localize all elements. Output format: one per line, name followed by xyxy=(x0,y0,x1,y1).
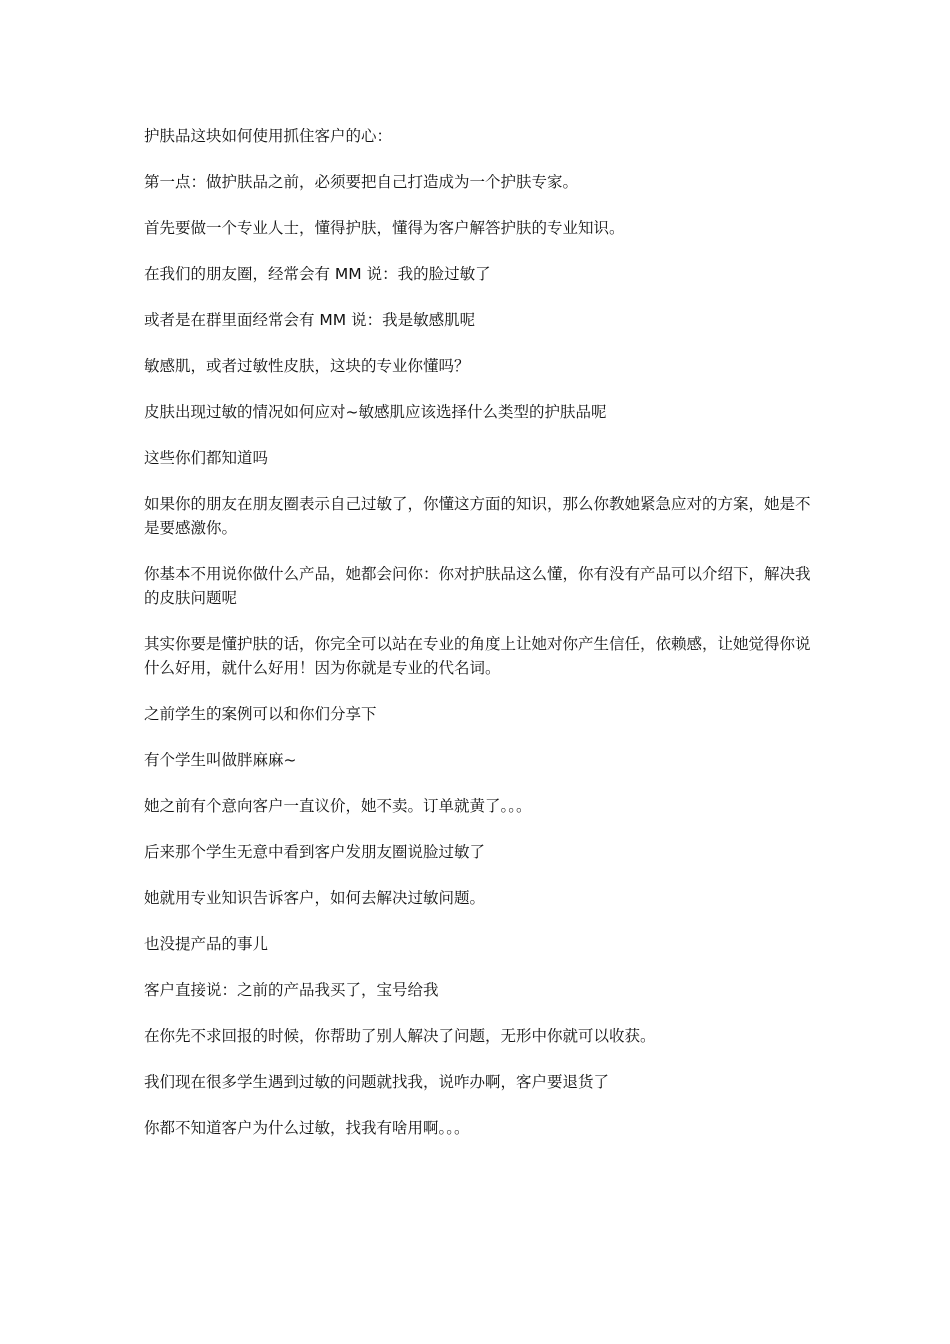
paragraph: 我们现在很多学生遇到过敏的问题就找我，说咋办啊，客户要退货了 xyxy=(144,1073,610,1091)
paragraph: 客户直接说：之前的产品我买了，宝号给我 xyxy=(144,981,439,999)
paragraph: 皮肤出现过敏的情况如何应对~敏感肌应该选择什么类型的护肤品呢 xyxy=(144,403,607,421)
paragraph: 或者是在群里面经常会有 MM 说：我是敏感肌呢 xyxy=(144,311,476,329)
paragraph: 这些你们都知道吗 xyxy=(144,449,269,467)
paragraph: 也没提产品的事儿 xyxy=(144,935,269,953)
paragraph: 你基本不用说你做什么产品，她都会问你：你对护肤品这么懂，你有没有产品可以介绍下，解决我的皮肤问题呢 xyxy=(144,565,811,607)
paragraph: 第一点：做护肤品之前，必须要把自己打造成为一个护肤专家。 xyxy=(144,173,579,191)
paragraph: 有个学生叫做胖麻麻~ xyxy=(144,751,297,769)
paragraph: 你都不知道客户为什么过敏，找我有啥用啊。。。 xyxy=(144,1119,470,1137)
paragraph: 她之前有个意向客户一直议价，她不卖。订单就黄了。。。 xyxy=(144,797,532,815)
paragraph-title: 护肤品这块如何使用抓住客户的心： xyxy=(144,127,393,145)
paragraph: 如果你的朋友在朋友圈表示自己过敏了，你懂这方面的知识，那么你教她紧急应对的方案，她是不是要感激你。 xyxy=(144,495,811,537)
paragraph: 她就用专业知识告诉客户，如何去解决过敏问题。 xyxy=(144,889,486,907)
paragraph: 敏感肌，或者过敏性皮肤，这块的专业你懂吗？ xyxy=(144,357,470,375)
paragraph: 后来那个学生无意中看到客户发朋友圈说脸过敏了 xyxy=(144,843,486,861)
paragraph: 其实你要是懂护肤的话，你完全可以站在专业的角度上让她对你产生信任，依赖感，让她觉得你说什么好用，就什么好用！因为你就是专业的代名词。 xyxy=(144,635,811,677)
paragraph: 在我们的朋友圈，经常会有 MM 说：我的脸过敏了 xyxy=(144,265,491,283)
paragraph: 在你先不求回报的时候，你帮助了别人解决了问题，无形中你就可以收获。 xyxy=(144,1027,656,1045)
paragraph: 之前学生的案例可以和你们分享下 xyxy=(144,705,377,723)
paragraph: 首先要做一个专业人士，懂得护肤，懂得为客户解答护肤的专业知识。 xyxy=(144,219,625,237)
document-body xyxy=(144,124,814,1162)
